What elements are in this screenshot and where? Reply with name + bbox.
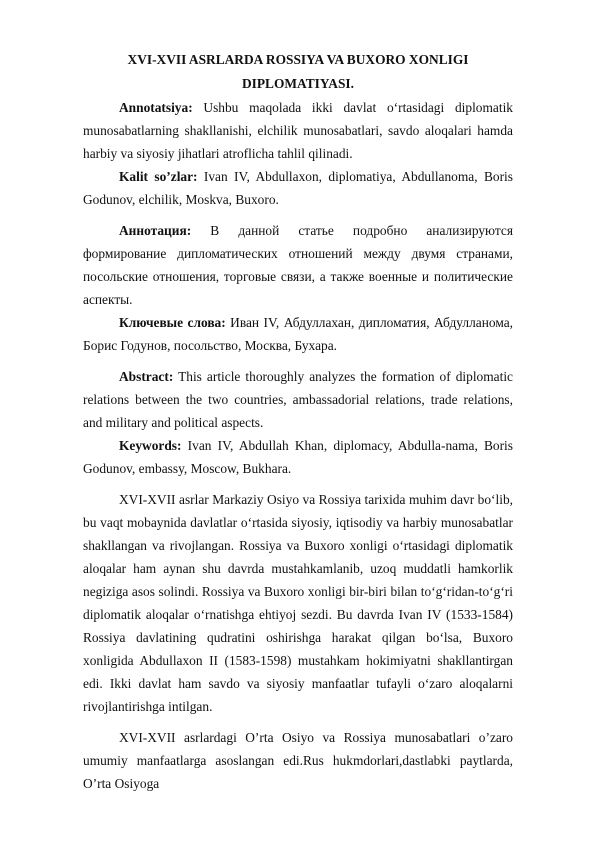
keywords-uz-text: Ivan IV, Abdullaxon, diplomatiya, Abdullanoma, Boris Godunov, elchilik, Moskva, Buxoro. xyxy=(83,169,513,207)
title-line-2: DIPLOMATIYASI. xyxy=(242,76,354,91)
annotation-ru-label: Аннотация: xyxy=(119,223,192,238)
keywords-en-text: Ivan IV, Abdullah Khan, diplomacy, Abdulla-nama, Boris Godunov, embassy, Moscow, Bukhara. xyxy=(83,438,513,476)
body-paragraph-1: XVI-XVII asrlar Markaziy Osiyo va Rossiya tarixida muhim davr bo‘lib, bu vaqt mobaynida davlatlar o‘rtasida siyosiy, iqtisodiy va harbiy munosabatlar shakllangan va rivojlangan. Rossiya va Buxoro xonligi o‘rtasidagi diplomatik aloqalar ham aynan shu davrda mustahkamlanib, uzoq muddatli hamkorlik negiziga asos solindi. Rossiya va Buxoro xonligi bir-biri bilan to‘g‘ridan-to‘g‘ri diplomatik aloqalar o‘rnatishga ehtiyoj sezdi. Bu davrda Ivan IV (1533-1584) Rossiya davlatining qudratini oshirishga harakat qilgan bo‘lsa, Buxoro xonligida Abdullaxon II (1583-1598) mustahkam hokimiyatni shakllantirgan edi. Ikki davlat ham savdo va siyosiy manfaatlar tufayli o‘zaro aloqalarni rivojlantirishga intilgan. xyxy=(83,492,513,714)
body-paragraph-2: XVI-XVII asrlardagi O’rta Osiyo va Rossiya munosabatlari o’zaro umumiy manfaatlarga asoslangan edi.Rus hukmdorlari,dastlabki paytlarda, O’rta Osiyoga xyxy=(83,730,513,791)
keywords-en-label: Keywords: xyxy=(119,438,182,453)
abstract-en-label: Abstract: xyxy=(119,369,174,384)
keywords-en xyxy=(83,434,513,480)
keywords-ru-text: Иван IV, Абдуллахан, дипломатия, Абдулланома, Борис Годунов, посольство, Москва, Бухара. xyxy=(83,315,513,353)
annotation-ru xyxy=(83,219,513,311)
annotation-ru-text: В данной статье подробно анализируются формирование дипломатических отношений между двумя странами, посольские отношения, торговые связи, а также военные и политические аспекты. xyxy=(83,223,513,307)
keywords-uz xyxy=(83,165,513,211)
article-title xyxy=(83,48,513,96)
keywords-uz-label: Kalit so’zlar: xyxy=(119,169,198,184)
annotation-uz xyxy=(83,96,513,165)
keywords-ru xyxy=(83,311,513,357)
article-page xyxy=(83,48,513,795)
abstract-en-text: This article thoroughly analyzes the formation of diplomatic relations between the two countries, ambassadorial relations, trade relations, and military and political aspects. xyxy=(83,369,513,430)
annotation-uz-label: Annotatsiya: xyxy=(119,100,193,115)
title-line-1: XVI-XVII ASRLARDA ROSSIYA VA BUXORO XONLIGI xyxy=(127,52,469,67)
keywords-ru-label: Ключевые слова: xyxy=(119,315,226,330)
annotation-uz-text: Ushbu maqolada ikki davlat o‘rtasidagi diplomatik munosabatlarning shakllanishi, elchilik munosabatlari, savdo aloqalari hamda harbiy va siyosiy jihatlari atroflicha tahlil qilinadi. xyxy=(83,100,513,161)
abstract-en xyxy=(83,365,513,434)
